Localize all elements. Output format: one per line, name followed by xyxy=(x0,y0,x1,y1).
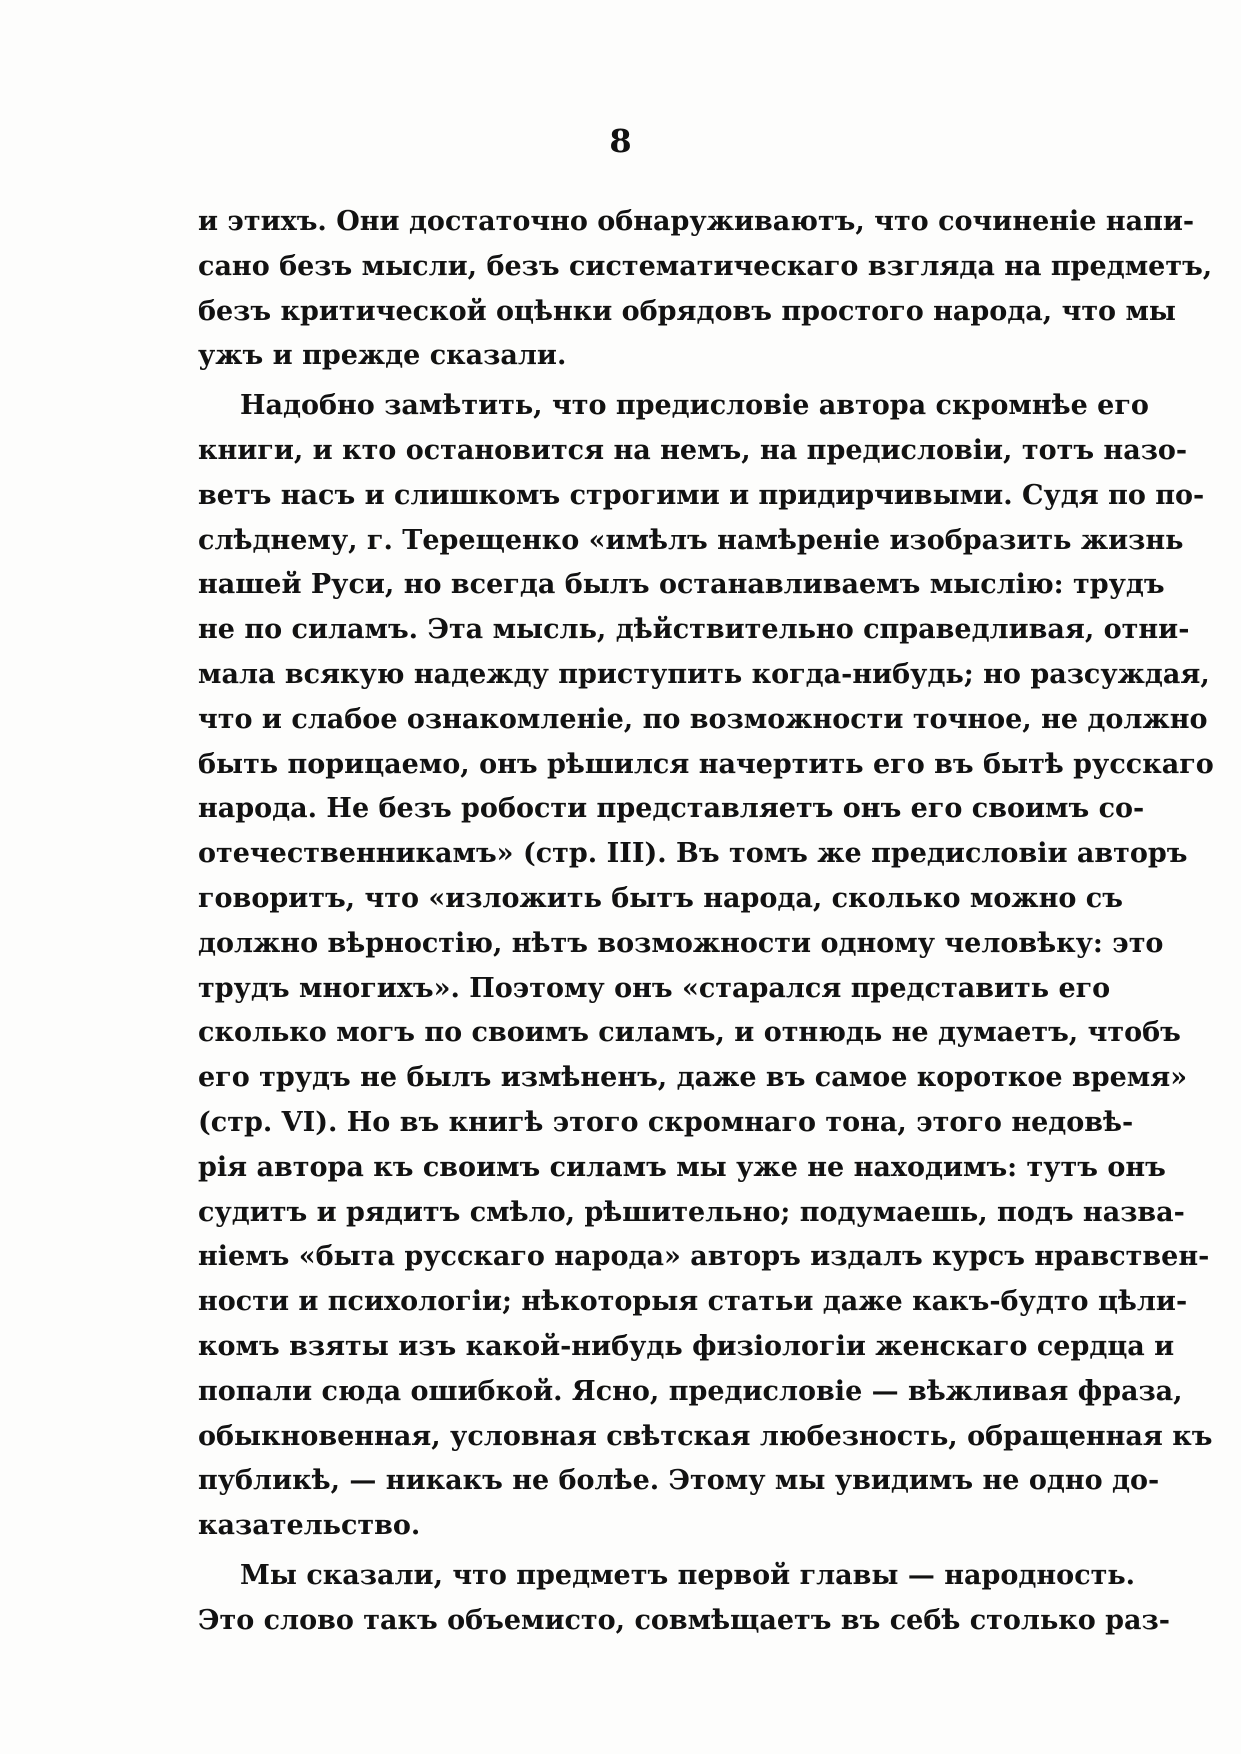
text-line: (стр. VI). Но въ книгѣ этого скромнаго тона, этого недовѣ- xyxy=(198,1106,1134,1138)
text-line: его трудъ не былъ измѣненъ, даже въ самое короткое время» xyxy=(198,1062,1188,1094)
text-line: рія автора къ своимъ силамъ мы уже не находимъ: тутъ онъ xyxy=(198,1151,1166,1183)
text-line: публикѣ, — никакъ не болѣе. Этому мы увидимъ не одно до- xyxy=(198,1465,1160,1497)
text-line: и этихъ. Они достаточно обнаруживаютъ, что сочиненіе напи- xyxy=(198,206,1195,237)
text-line: казательство. xyxy=(198,1510,421,1542)
text-line: Это слово такъ объемисто, совмѣщаетъ въ себѣ столько раз- xyxy=(198,1604,1170,1636)
text-line: ніемъ «быта русскаго народа» авторъ издалъ курсъ нравствен- xyxy=(198,1241,1210,1273)
text-line: попали сюда ошибкой. Ясно, предисловіе — вѣжливая фраза, xyxy=(198,1375,1183,1407)
text-line: не по силамъ. Эта мысль, дѣйствительно справедливая, отни- xyxy=(198,614,1190,646)
text-line: мала всякую надежду приступить когда-нибудь; но разсуждая, xyxy=(198,658,1210,690)
paragraph-start-line: Мы сказали, что предметъ первой главы — народность. xyxy=(240,1559,1136,1591)
text-line: книги, и кто остановится на немъ, на предисловіи, тотъ назо- xyxy=(198,434,1188,466)
text-line: обыкновенная, условная свѣтская любезность, обращенная къ xyxy=(198,1420,1213,1452)
text-line: сколько могъ по своимъ силамъ, и отнюдь не думаетъ, чтобъ xyxy=(198,1017,1181,1049)
text-line: слѣднему, г. Терещенко «имѣлъ намѣреніе изобразить жизнь xyxy=(198,524,1184,556)
text-line: комъ взяты изъ какой-нибудь физіологіи женскаго сердца и xyxy=(198,1330,1175,1362)
text-line: трудъ многихъ». Поэтому онъ «старался представить его xyxy=(198,972,1111,1004)
text-line: быть порицаемо, онъ рѣшился начертить его въ бытѣ русскаго xyxy=(198,748,1214,780)
text-line: должно вѣрностію, нѣтъ возможности одному человѣку: это xyxy=(198,927,1164,959)
text-line: ужъ и прежде сказали. xyxy=(198,340,567,372)
text-line: ности и психологіи; нѣкоторыя статьи даже какъ-будто цѣли- xyxy=(198,1286,1188,1318)
text-line: что и слабое ознакомленіе, по возможности точное, не должно xyxy=(198,703,1208,735)
text-line: сано безъ мысли, безъ систематическаго взгляда на предметъ, xyxy=(198,250,1213,282)
text-line: отечественникамъ» (стр. III). Въ томъ же предисловіи авторъ xyxy=(198,838,1188,870)
body-text xyxy=(198,200,1214,1644)
paragraph-start-line: Надобно замѣтить, что предисловіе автора скромнѣе его xyxy=(240,390,1149,422)
text-line: народа. Не безъ робости представляетъ онъ его своимъ со- xyxy=(198,793,1145,825)
text-line: судитъ и рядитъ смѣло, рѣшительно; подумаешь, подъ назва- xyxy=(198,1196,1185,1228)
text-line: безъ критической оцѣнки обрядовъ простого народа, что мы xyxy=(198,295,1176,327)
text-line: нашей Руси, но всегда былъ останавливаемъ мыслію: трудъ xyxy=(198,569,1165,601)
page-number: 8 xyxy=(609,122,632,160)
text-line: ветъ насъ и слишкомъ строгими и придирчивыми. Судя по по- xyxy=(198,479,1205,511)
text-line: говоритъ, что «изложить бытъ народа, сколько можно съ xyxy=(198,882,1123,914)
